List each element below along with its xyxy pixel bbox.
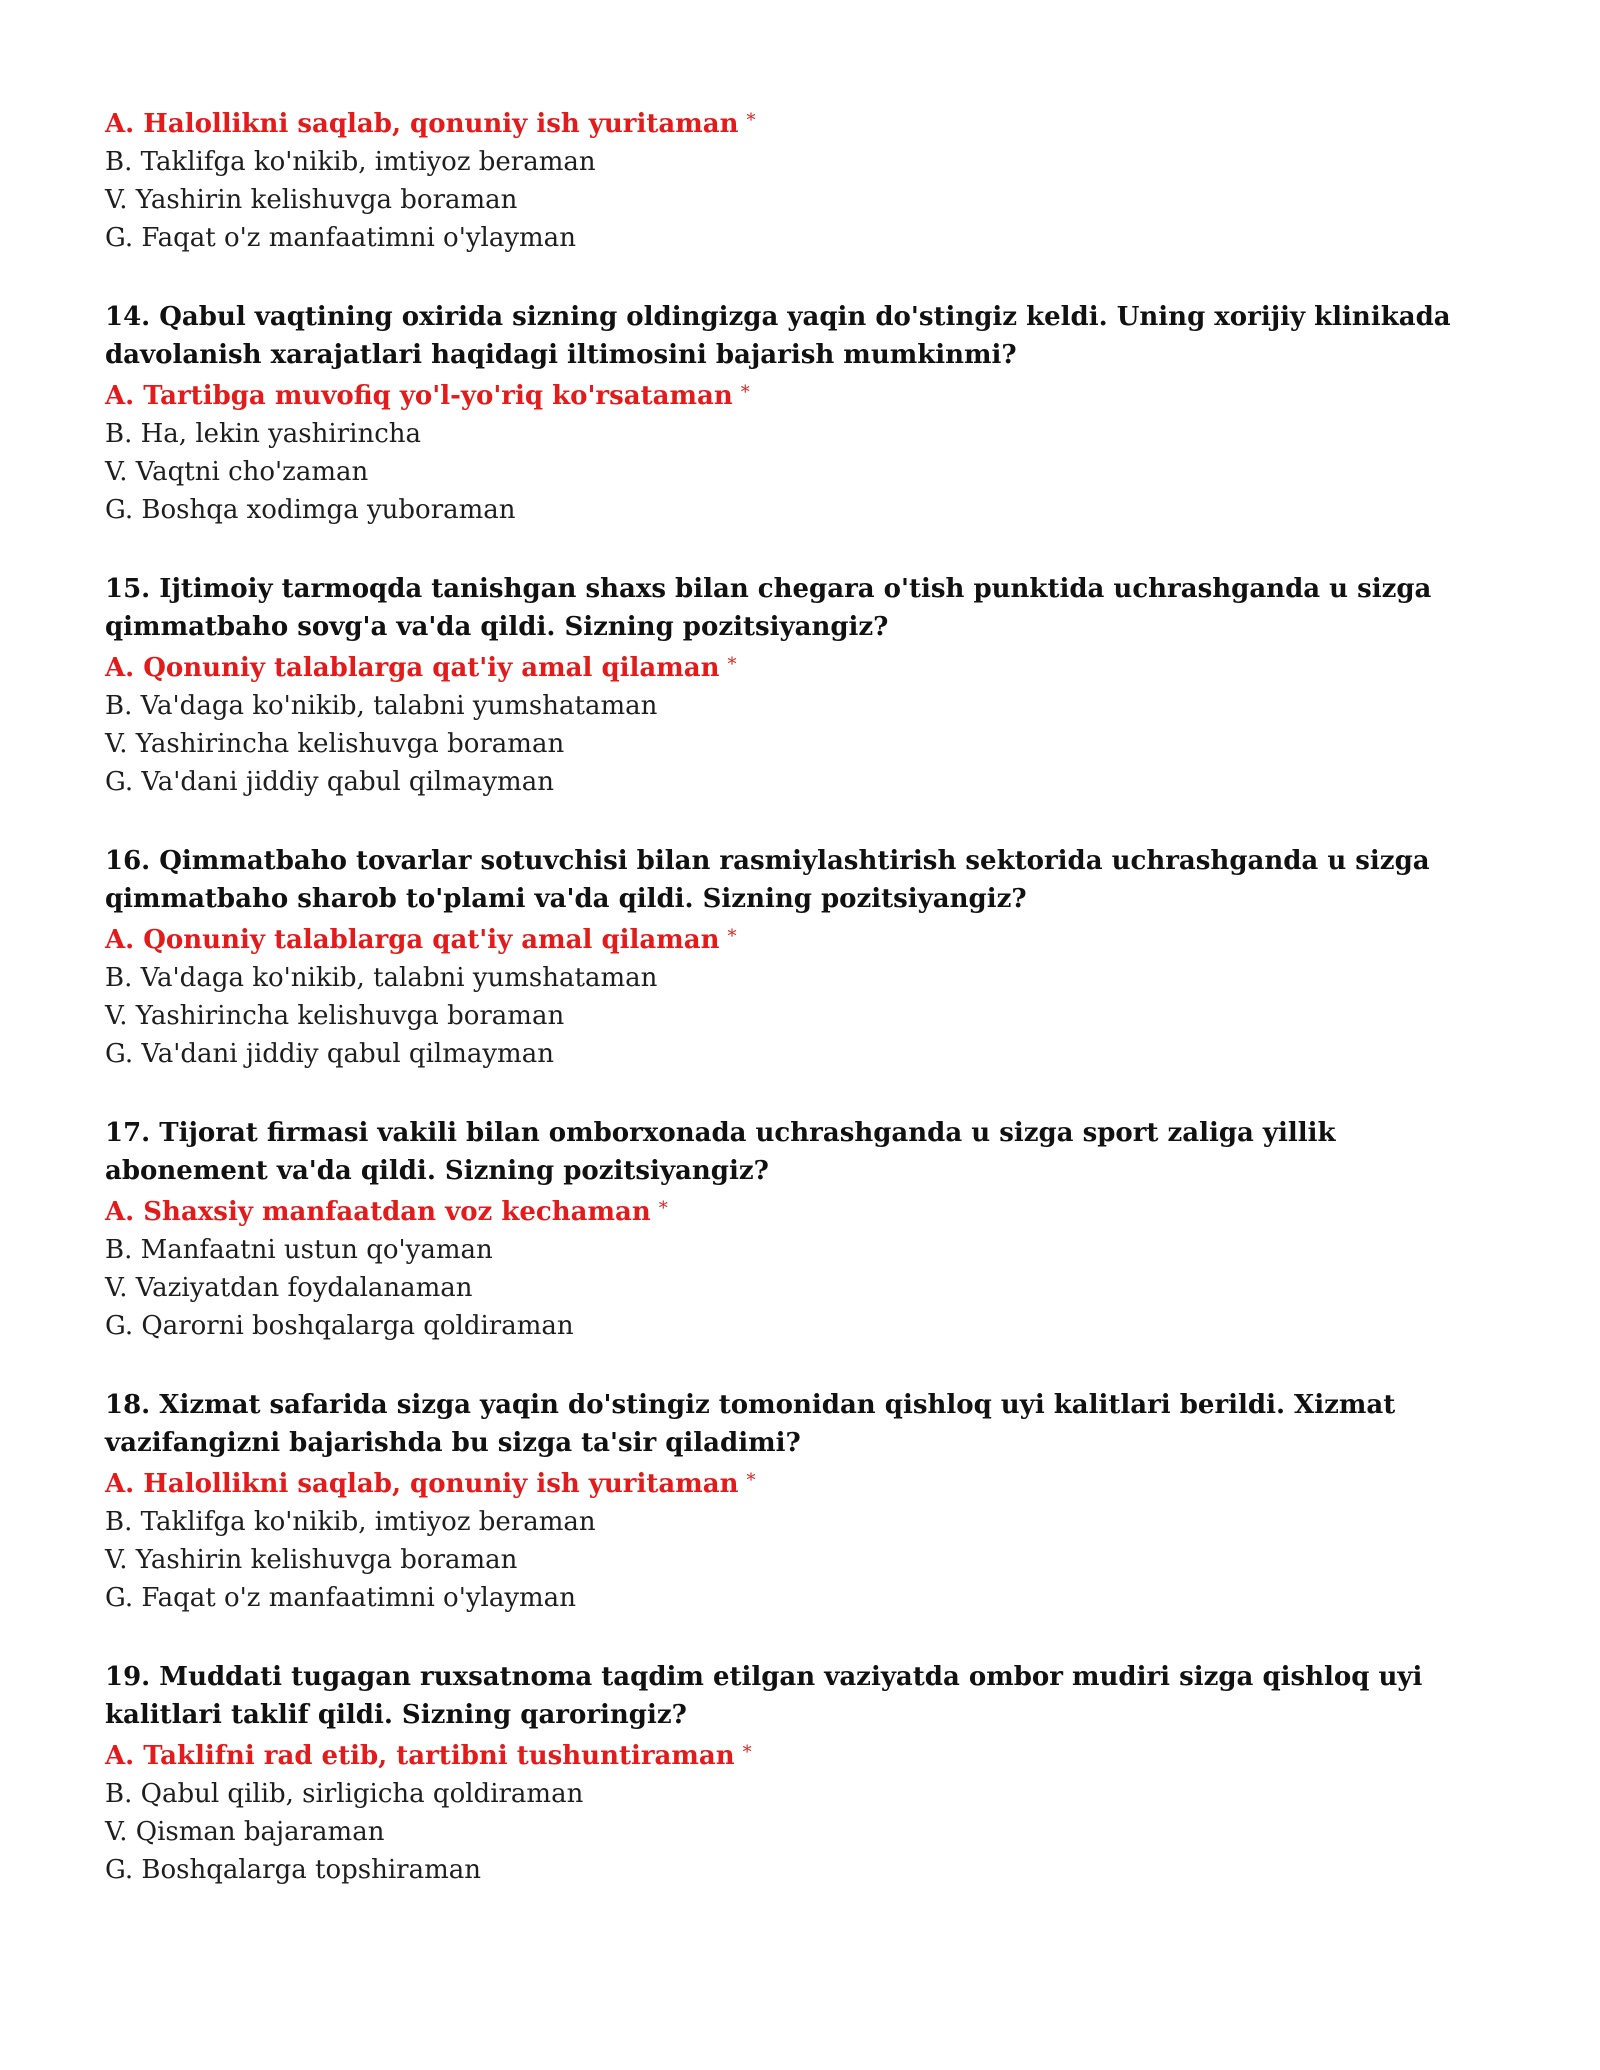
answer-a-correct: A. Taklifni rad etib, tartibni tushuntiraman * bbox=[105, 1741, 752, 1771]
question-block-15 bbox=[105, 570, 1505, 801]
answer-a-correct: A. Shaxsiy manfaatdan voz kechaman * bbox=[105, 1197, 668, 1227]
question-text: 19. Muddati tugagan ruxsatnoma taqdim etilgan vaziyatda ombor mudiri sizga qishloq uyi kalitlari taklif qildi. Sizning qaroringiz? bbox=[105, 1662, 1423, 1730]
correct-marker: * bbox=[746, 110, 756, 131]
answer-g: G. Faqat o'z manfaatimni o'ylayman bbox=[105, 1583, 576, 1613]
quiz-page bbox=[105, 102, 1505, 1889]
question-text: 17. Tijorat firmasi vakili bilan omborxonada uchrashganda u sizga sport zaliga yillik abonement va'da qildi. Sizning pozitsiyangiz? bbox=[105, 1118, 1336, 1186]
answer-v: V. Yashirincha kelishuvga boraman bbox=[105, 729, 565, 759]
question-text: 16. Qimmatbaho tovarlar sotuvchisi bilan rasmiylashtirish sektorida uchrashganda u sizga qimmatbaho sharob to'plami va'da qildi. Sizning pozitsiyangiz? bbox=[105, 846, 1430, 914]
answer-b: B. Manfaatni ustun qo'yaman bbox=[105, 1235, 493, 1265]
answer-g: G. Boshqalarga topshiraman bbox=[105, 1855, 481, 1885]
answer-a-correct: A. Halollikni saqlab, qonuniy ish yuritaman * bbox=[105, 109, 756, 139]
answer-v: V. Vaziyatdan foydalanaman bbox=[105, 1273, 473, 1303]
correct-marker: * bbox=[658, 1198, 668, 1219]
question-text: 18. Xizmat safarida sizga yaqin do'stingiz tomonidan qishloq uyi kalitlari berildi. Xizmat vazifangizni bajarishda bu sizga ta'sir qiladimi? bbox=[105, 1390, 1396, 1458]
answer-b: B. Taklifga ko'nikib, imtiyoz beraman bbox=[105, 1507, 596, 1537]
answer-v: V. Yashirin kelishuvga boraman bbox=[105, 185, 518, 215]
answer-v: V. Yashirin kelishuvga boraman bbox=[105, 1545, 518, 1575]
answer-g: G. Qarorni boshqalarga qoldiraman bbox=[105, 1311, 574, 1341]
correct-marker: * bbox=[746, 1470, 756, 1491]
question-block-14 bbox=[105, 298, 1505, 529]
answer-a-correct: A. Qonuniy talablarga qat'iy amal qilaman * bbox=[105, 925, 737, 955]
correct-marker: * bbox=[727, 654, 737, 675]
answer-b: B. Ha, lekin yashirincha bbox=[105, 419, 422, 449]
question-block-18 bbox=[105, 1386, 1505, 1617]
question-block-17 bbox=[105, 1114, 1505, 1345]
answer-g: G. Boshqa xodimga yuboraman bbox=[105, 495, 516, 525]
question-block-13 bbox=[105, 102, 1505, 257]
correct-marker: * bbox=[740, 382, 750, 403]
answer-v: V. Qisman bajaraman bbox=[105, 1817, 385, 1847]
answer-b: B. Va'daga ko'nikib, talabni yumshataman bbox=[105, 691, 658, 721]
answer-g: G. Va'dani jiddiy qabul qilmayman bbox=[105, 1039, 554, 1069]
question-text: 14. Qabul vaqtining oxirida sizning oldingizga yaqin do'stingiz keldi. Uning xorijiy klinikada davolanish xarajatlari haqidagi iltimosini bajarish mumkinmi? bbox=[105, 302, 1451, 370]
question-block-16 bbox=[105, 842, 1505, 1073]
correct-marker: * bbox=[742, 1742, 752, 1763]
correct-marker: * bbox=[727, 926, 737, 947]
answer-b: B. Taklifga ko'nikib, imtiyoz beraman bbox=[105, 147, 596, 177]
answer-g: G. Faqat o'z manfaatimni o'ylayman bbox=[105, 223, 576, 253]
answer-v: V. Vaqtni cho'zaman bbox=[105, 457, 369, 487]
answer-a-correct: A. Tartibga muvofiq yo'l-yo'riq ko'rsataman * bbox=[105, 381, 750, 411]
answer-v: V. Yashirincha kelishuvga boraman bbox=[105, 1001, 565, 1031]
answer-a-correct: A. Qonuniy talablarga qat'iy amal qilaman * bbox=[105, 653, 737, 683]
question-block-19 bbox=[105, 1658, 1505, 1889]
answer-a-correct: A. Halollikni saqlab, qonuniy ish yuritaman * bbox=[105, 1469, 756, 1499]
answer-b: B. Va'daga ko'nikib, talabni yumshataman bbox=[105, 963, 658, 993]
question-text: 15. Ijtimoiy tarmoqda tanishgan shaxs bilan chegara o'tish punktida uchrashganda u sizga qimmatbaho sovg'a va'da qildi. Sizning pozitsiyangiz? bbox=[105, 574, 1432, 642]
answer-g: G. Va'dani jiddiy qabul qilmayman bbox=[105, 767, 554, 797]
answer-b: B. Qabul qilib, sirligicha qoldiraman bbox=[105, 1779, 584, 1809]
